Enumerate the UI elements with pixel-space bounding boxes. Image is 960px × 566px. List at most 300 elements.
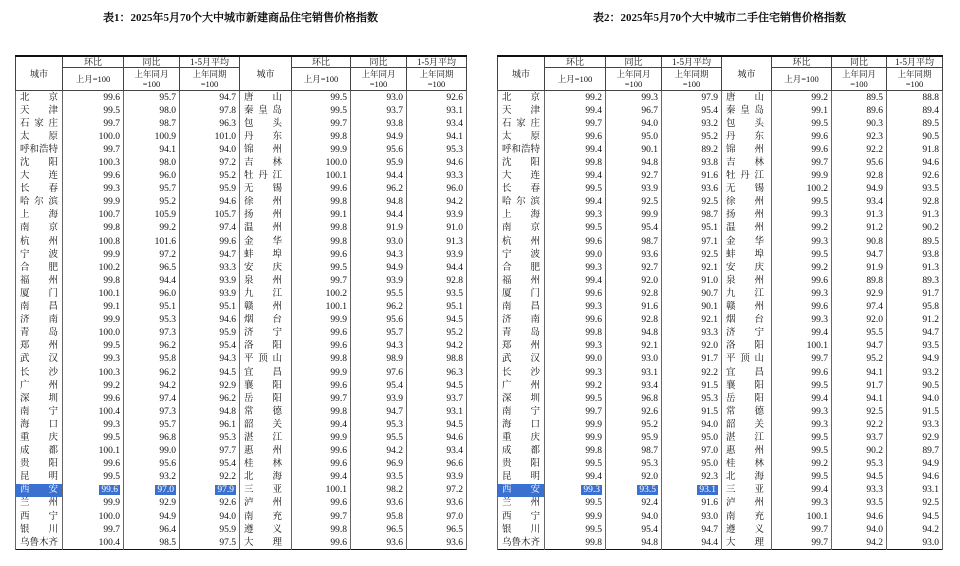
city-name: 成都	[20, 446, 58, 457]
yoy-cell	[832, 418, 887, 431]
city-name: 南充	[244, 511, 282, 522]
city-cell	[240, 379, 292, 392]
yoy-cell	[606, 523, 662, 536]
avg-value: 91.8	[922, 144, 939, 155]
city-name: 吉林	[726, 158, 764, 169]
city-name: 烟台	[244, 315, 282, 326]
yoy-value: 98.0	[159, 158, 176, 169]
city-cell	[240, 484, 292, 497]
mom-value: 99.6	[585, 131, 602, 142]
mom-cell	[292, 104, 351, 117]
yoy-value: 94.0	[641, 118, 658, 129]
header-yoy-base	[832, 68, 887, 91]
mom-value: 99.8	[330, 197, 347, 208]
city-name: 成都	[502, 446, 540, 457]
city-cell	[722, 405, 772, 418]
yoy-cell	[606, 353, 662, 366]
mom-value: 99.5	[585, 223, 602, 234]
avg-value: 94.7	[219, 249, 236, 260]
yoy-cell	[351, 222, 407, 235]
avg-cell	[887, 536, 943, 550]
city-name: 济南	[20, 315, 58, 326]
mom-cell	[292, 235, 351, 248]
yoy-value: 90.3	[866, 118, 883, 129]
city-cell	[16, 274, 63, 287]
yoy-value: 94.2	[159, 380, 176, 391]
yoy-cell	[832, 143, 887, 156]
mom-cell	[545, 261, 606, 274]
mom-value: 99.4	[585, 171, 602, 182]
city-cell	[498, 536, 545, 550]
avg-value: 95.8	[922, 302, 939, 313]
mom-cell	[292, 392, 351, 405]
mom-value: 99.7	[330, 393, 347, 404]
mom-cell	[63, 445, 124, 458]
mom-value: 99.6	[330, 459, 347, 470]
city-cell	[498, 418, 545, 431]
yoy-cell	[124, 209, 180, 222]
yoy-value: 95.2	[159, 197, 176, 208]
mom-value: 99.7	[330, 275, 347, 286]
mom-value: 99.8	[330, 354, 347, 365]
city-name: 宜昌	[244, 367, 282, 378]
table-row	[16, 418, 467, 431]
header-mom-base-label: 上月=100	[303, 74, 339, 84]
mom-cell	[545, 301, 606, 314]
city-cell	[498, 405, 545, 418]
mom-value: 99.8	[330, 236, 347, 247]
yoy-cell	[351, 143, 407, 156]
avg-value: 92.3	[701, 472, 718, 483]
yoy-value: 94.6	[866, 511, 883, 522]
table-row	[16, 143, 467, 156]
table-row	[16, 392, 467, 405]
yoy-value: 93.5	[866, 498, 883, 509]
city-name: 桂林	[244, 459, 282, 470]
city-cell	[16, 536, 63, 550]
yoy-cell	[832, 458, 887, 471]
city-name: 兰州	[20, 498, 58, 509]
mom-value: 100.2	[325, 288, 347, 299]
mom-cell	[545, 314, 606, 327]
table-row	[16, 431, 467, 444]
yoy-value: 93.0	[386, 92, 403, 103]
table-row	[498, 222, 943, 235]
avg-cell	[180, 431, 240, 444]
avg-cell	[180, 458, 240, 471]
yoy-cell	[124, 196, 180, 209]
avg-cell	[407, 287, 467, 300]
yoy-value: 96.8	[159, 432, 176, 443]
avg-value: 92.1	[701, 315, 718, 326]
avg-cell	[407, 497, 467, 510]
table-row	[498, 196, 943, 209]
table-row	[498, 353, 943, 366]
yoy-value: 93.9	[386, 275, 403, 286]
yoy-value: 95.6	[386, 144, 403, 155]
yoy-cell	[832, 327, 887, 340]
avg-cell	[407, 196, 467, 209]
mom-value: 99.2	[585, 380, 602, 391]
city-name: 呼和浩特	[20, 144, 59, 155]
header-mom-base	[772, 68, 832, 91]
city-cell	[498, 445, 545, 458]
mom-value: 99.5	[585, 184, 602, 195]
mom-value: 99.9	[330, 144, 347, 155]
avg-cell	[180, 209, 240, 222]
city-name: 安庆	[726, 262, 764, 273]
yoy-cell	[124, 445, 180, 458]
avg-value: 93.9	[219, 275, 236, 286]
city-cell	[722, 497, 772, 510]
city-cell	[16, 392, 63, 405]
city-cell	[722, 287, 772, 300]
yoy-value: 91.3	[866, 210, 883, 221]
avg-value: 95.0	[701, 459, 718, 470]
mom-cell	[292, 314, 351, 327]
yoy-cell	[124, 510, 180, 523]
city-cell	[722, 314, 772, 327]
yoy-cell	[351, 274, 407, 287]
city-name: 大理	[244, 537, 282, 548]
city-cell	[498, 497, 545, 510]
mom-cell	[63, 484, 124, 497]
city-cell	[722, 117, 772, 130]
mom-cell	[772, 510, 832, 523]
table-row	[498, 235, 943, 248]
yoy-value: 95.2	[866, 354, 883, 365]
yoy-cell	[124, 235, 180, 248]
mom-cell	[292, 248, 351, 261]
table-row	[16, 235, 467, 248]
yoy-value: 97.2	[159, 249, 176, 260]
mom-value: 99.6	[101, 485, 118, 496]
city-name: 秦皇岛	[726, 105, 764, 116]
avg-cell	[887, 445, 943, 458]
city-cell	[722, 183, 772, 196]
city-name: 唐山	[244, 92, 282, 103]
city-name: 宜昌	[726, 367, 764, 378]
yoy-cell	[832, 523, 887, 536]
city-cell	[498, 287, 545, 300]
mom-value: 99.3	[811, 315, 828, 326]
city-cell	[498, 156, 545, 169]
city-cell	[498, 235, 545, 248]
city-cell	[498, 248, 545, 261]
avg-cell	[887, 196, 943, 209]
city-cell	[722, 445, 772, 458]
mom-cell	[772, 91, 832, 105]
avg-cell	[662, 117, 722, 130]
table-row	[498, 536, 943, 550]
avg-cell	[180, 510, 240, 523]
avg-value: 90.7	[701, 288, 718, 299]
city-name: 北海	[726, 472, 764, 483]
table-row	[498, 287, 943, 300]
mom-value: 99.4	[585, 472, 602, 483]
yoy-value: 93.2	[159, 472, 176, 483]
mom-value: 99.1	[811, 105, 828, 116]
city-name: 遵义	[726, 524, 764, 535]
yoy-cell	[832, 484, 887, 497]
avg-value: 97.1	[701, 236, 718, 247]
city-cell	[16, 458, 63, 471]
mom-cell	[772, 261, 832, 274]
mom-value: 99.8	[330, 223, 347, 234]
avg-value: 93.1	[922, 485, 939, 496]
avg-cell	[662, 392, 722, 405]
mom-cell	[545, 510, 606, 523]
city-name: 包头	[726, 118, 764, 129]
city-name: 南京	[502, 223, 540, 234]
avg-cell	[180, 445, 240, 458]
avg-cell	[180, 340, 240, 353]
mom-cell	[545, 196, 606, 209]
avg-cell	[180, 484, 240, 497]
table-row	[16, 130, 467, 143]
city-name: 惠州	[244, 446, 282, 457]
yoy-cell	[832, 392, 887, 405]
city-name: 沈阳	[502, 158, 540, 169]
mom-value: 99.3	[103, 354, 120, 365]
avg-value: 94.2	[446, 341, 463, 352]
yoy-cell	[606, 497, 662, 510]
yoy-cell	[124, 484, 180, 497]
table-row	[16, 104, 467, 117]
city-name: 南昌	[20, 302, 58, 313]
header-base-row	[498, 68, 943, 91]
header-yoy: 同比	[606, 56, 662, 68]
yoy-cell	[351, 405, 407, 418]
yoy-cell	[606, 287, 662, 300]
avg-cell	[887, 405, 943, 418]
yoy-cell	[351, 484, 407, 497]
city-name: 广州	[502, 380, 540, 391]
yoy-cell	[606, 248, 662, 261]
city-name: 三亚	[244, 485, 282, 496]
table-body	[498, 91, 943, 550]
table-row	[16, 327, 467, 340]
yoy-value: 94.4	[386, 171, 403, 182]
table-row	[498, 170, 943, 183]
city-name: 武汉	[502, 354, 540, 365]
mom-value: 100.1	[325, 171, 347, 182]
yoy-value: 95.4	[641, 524, 658, 535]
avg-value: 93.4	[446, 118, 463, 129]
yoy-value: 94.7	[866, 341, 883, 352]
avg-cell	[662, 536, 722, 550]
avg-cell	[887, 183, 943, 196]
table-row	[16, 248, 467, 261]
city-name: 西宁	[502, 511, 540, 522]
avg-value: 91.0	[701, 275, 718, 286]
avg-cell	[662, 104, 722, 117]
avg-value: 96.3	[446, 367, 463, 378]
yoy-cell	[351, 471, 407, 484]
mom-cell	[545, 471, 606, 484]
yoy-value: 92.8	[641, 315, 658, 326]
avg-cell	[662, 353, 722, 366]
yoy-cell	[124, 117, 180, 130]
mom-cell	[772, 471, 832, 484]
mom-cell	[545, 170, 606, 183]
avg-value: 92.1	[701, 262, 718, 273]
avg-cell	[407, 405, 467, 418]
avg-cell	[662, 222, 722, 235]
avg-cell	[887, 497, 943, 510]
yoy-value: 93.8	[386, 118, 403, 129]
avg-cell	[662, 209, 722, 222]
mom-value: 99.6	[103, 171, 120, 182]
header-mom-base-label: 上月=100	[75, 74, 111, 84]
yoy-cell	[124, 104, 180, 117]
yoy-cell	[832, 366, 887, 379]
mom-cell	[63, 183, 124, 196]
city-name: 湛江	[726, 432, 764, 443]
yoy-cell	[832, 196, 887, 209]
yoy-cell	[832, 379, 887, 392]
mom-cell	[292, 327, 351, 340]
mom-value: 99.6	[330, 341, 347, 352]
mom-value: 99.6	[330, 249, 347, 260]
city-cell	[722, 327, 772, 340]
mom-cell	[545, 340, 606, 353]
header-mom: 环比	[292, 56, 351, 68]
yoy-value: 95.8	[386, 511, 403, 522]
mom-value: 99.5	[103, 432, 120, 443]
avg-value: 95.1	[219, 302, 236, 313]
avg-value: 98.7	[701, 210, 718, 221]
mom-value: 99.5	[811, 432, 828, 443]
city-cell	[498, 274, 545, 287]
yoy-value: 93.1	[641, 367, 658, 378]
city-cell	[240, 314, 292, 327]
yoy-value: 92.0	[641, 472, 658, 483]
mom-value: 99.8	[103, 275, 120, 286]
city-name: 锦州	[726, 144, 764, 155]
yoy-value: 93.6	[641, 249, 658, 260]
city-cell	[722, 222, 772, 235]
avg-cell	[887, 117, 943, 130]
avg-value: 94.0	[701, 419, 718, 430]
city-cell	[498, 484, 545, 497]
table-row	[16, 471, 467, 484]
city-name: 三亚	[726, 485, 764, 496]
yoy-cell	[124, 366, 180, 379]
mom-cell	[292, 405, 351, 418]
city-name: 天津	[502, 105, 540, 116]
mom-value: 99.1	[330, 210, 347, 221]
city-cell	[16, 484, 63, 497]
yoy-cell	[606, 104, 662, 117]
city-cell	[240, 392, 292, 405]
table-row	[498, 327, 943, 340]
avg-value: 95.4	[701, 105, 718, 116]
city-name: 哈尔滨	[502, 197, 540, 208]
yoy-value: 94.2	[386, 446, 403, 457]
mom-cell	[292, 379, 351, 392]
avg-cell	[180, 418, 240, 431]
city-cell	[722, 104, 772, 117]
mom-cell	[772, 445, 832, 458]
city-cell	[722, 91, 772, 105]
mom-value: 99.0	[585, 354, 602, 365]
city-name: 石家庄	[20, 118, 58, 129]
mom-cell	[63, 287, 124, 300]
avg-cell	[662, 510, 722, 523]
yoy-value: 96.9	[386, 459, 403, 470]
city-cell	[722, 471, 772, 484]
yoy-value: 97.0	[157, 485, 174, 496]
yoy-cell	[832, 431, 887, 444]
city-cell	[16, 471, 63, 484]
avg-value: 94.7	[701, 524, 718, 535]
avg-value: 97.7	[219, 446, 236, 457]
city-name: 唐山	[726, 92, 764, 103]
avg-cell	[662, 196, 722, 209]
mom-value: 100.1	[806, 341, 828, 352]
header-city: 城市	[16, 56, 63, 91]
table-row	[498, 301, 943, 314]
yoy-cell	[351, 510, 407, 523]
mom-cell	[292, 431, 351, 444]
avg-value: 91.3	[922, 262, 939, 273]
header-row	[498, 56, 943, 68]
table-row	[16, 209, 467, 222]
mom-value: 99.9	[103, 315, 120, 326]
mom-value: 99.3	[811, 288, 828, 299]
avg-value: 96.1	[219, 419, 236, 430]
city-name: 长春	[502, 184, 540, 195]
yoy-value: 91.6	[641, 302, 658, 313]
city-cell	[240, 222, 292, 235]
avg-cell	[887, 340, 943, 353]
mom-value: 99.3	[103, 184, 120, 195]
avg-value: 95.1	[701, 223, 718, 234]
mom-value: 99.7	[585, 406, 602, 417]
mom-cell	[772, 170, 832, 183]
city-cell	[498, 104, 545, 117]
mom-cell	[63, 209, 124, 222]
mom-value: 99.4	[585, 197, 602, 208]
mom-cell	[545, 287, 606, 300]
mom-cell	[545, 117, 606, 130]
city-name: 青岛	[502, 328, 540, 339]
city-cell	[16, 130, 63, 143]
avg-cell	[662, 287, 722, 300]
city-name: 蚌埠	[726, 249, 764, 260]
city-name: 泉州	[244, 275, 282, 286]
city-cell	[498, 183, 545, 196]
city-name: 大连	[502, 171, 540, 182]
city-cell	[722, 248, 772, 261]
city-name: 岳阳	[726, 393, 764, 404]
city-cell	[722, 196, 772, 209]
mom-cell	[63, 536, 124, 550]
avg-cell	[407, 301, 467, 314]
mom-cell	[292, 261, 351, 274]
yoy-value: 92.2	[866, 419, 883, 430]
mom-value: 99.3	[583, 485, 600, 496]
yoy-cell	[124, 523, 180, 536]
avg-value: 92.5	[922, 498, 939, 509]
mom-cell	[63, 314, 124, 327]
table-row	[16, 536, 467, 550]
yoy-cell	[832, 91, 887, 105]
header-yoy-base	[351, 68, 407, 91]
city-cell	[16, 209, 63, 222]
avg-cell	[662, 405, 722, 418]
